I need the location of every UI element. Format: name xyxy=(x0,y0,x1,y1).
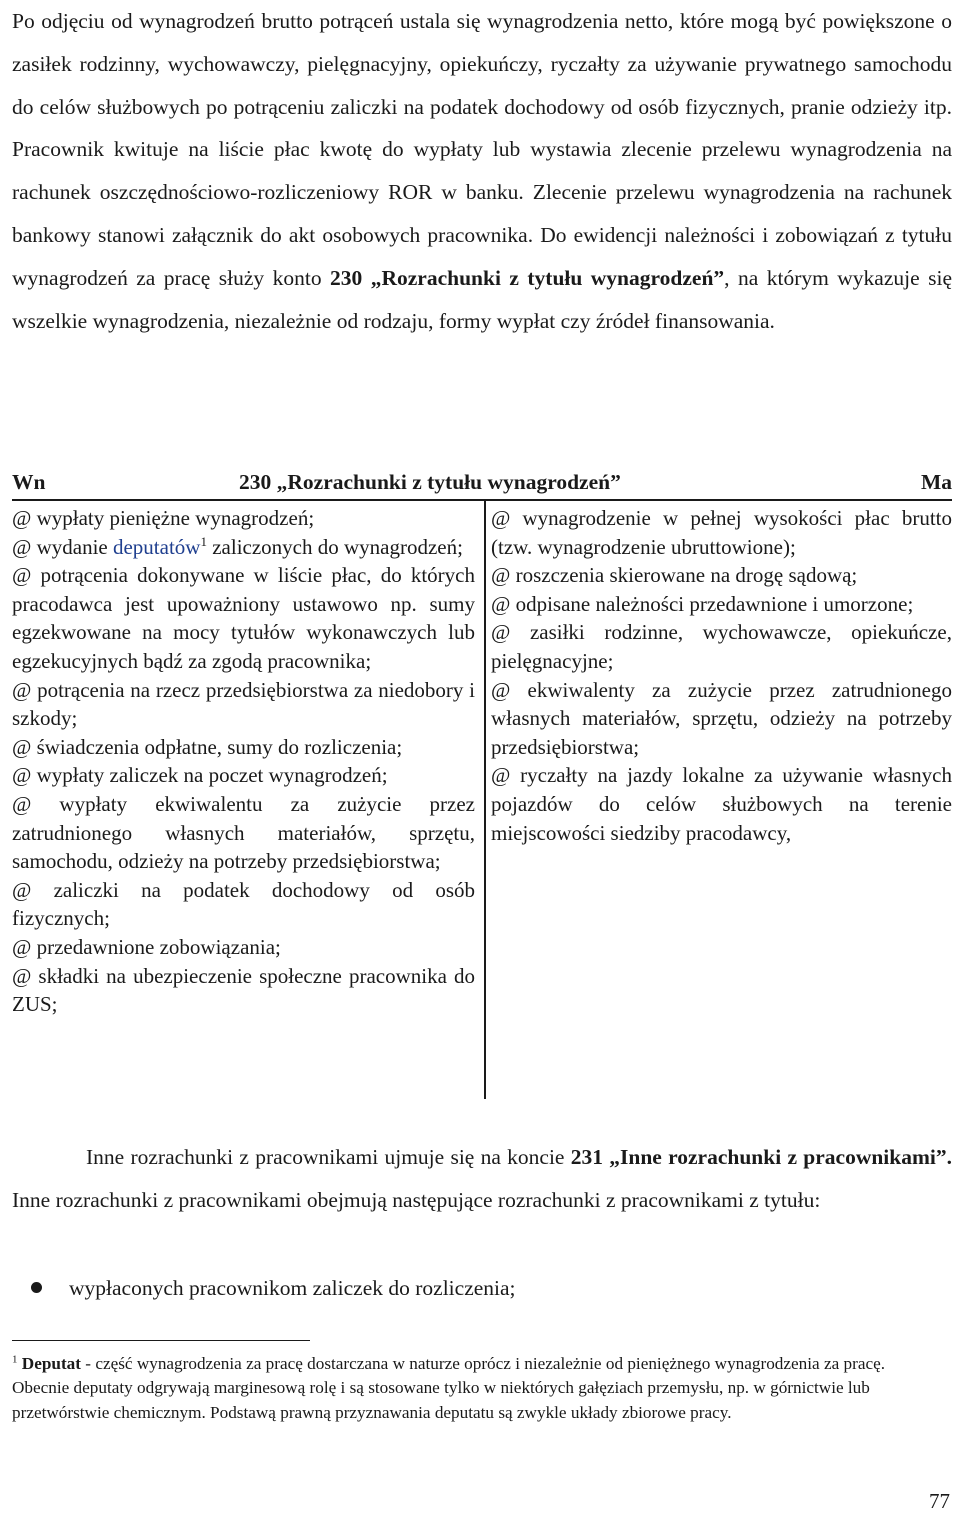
debit-entry-deputat: @ wydanie deputatów$^1$ zaliczonych do wynagrodzeń; xyxy=(12,533,463,559)
credit-entry: @ wynagrodzenie w pełnej wysokości płac brutto (tzw. wynagrodzenie ubruttowione); xyxy=(491,506,952,559)
account-230-name: 230 „Rozrachunki z tytułu wynagrodzeń” xyxy=(330,265,725,290)
debit-entry: @ wypłaty ekwiwalentu za zużycie przez zatrudnionego własnych materiałów, sprzętu, samochodu, odzieży na potrzeby przedsiębiorstwa; xyxy=(12,791,475,874)
debit-entry: @ zaliczki na podatek dochodowy od osób fizycznych; xyxy=(12,877,475,931)
debit-entry: @ wypłaty zaliczek na poczet wynagrodzeń; xyxy=(12,763,388,788)
account-231-name: 231 „Inne rozrachunki z pracownikami”. xyxy=(570,1145,952,1169)
t-account-divider xyxy=(484,501,486,1099)
footnote-ref: 1 xyxy=(200,533,207,549)
page-number: 77 xyxy=(929,1489,950,1513)
footnote xyxy=(12,1352,912,1425)
credit-entry: @ roszczenia skierowane na drogę sądową; xyxy=(491,563,858,588)
intro-paragraph xyxy=(12,0,952,342)
debit-entry: @ potrącenia na rzecz przedsiębiorstwa za niedobory i szkody; xyxy=(12,677,475,731)
debit-entry: @ składki na ubezpieczenie społeczne pracownika do ZUS; xyxy=(12,963,475,1017)
footnote-term: Deputat xyxy=(21,1354,81,1373)
credit-entry: @ ryczałty na jazdy lokalne za używanie własnych pojazdów do celów służbowych na terenie miejscowości siedziby pracodawcy, xyxy=(491,763,952,845)
footnote-separator xyxy=(12,1340,310,1341)
debit-entry: @ potrącenia dokonywane w liście płac, do których pracodawca jest upoważniony ustawowo np. sumy egzekwowane na mocy tytułów wykonawczych lub egzekucyjnych bądź za zgodą pracownika; xyxy=(12,563,475,673)
credit-column xyxy=(491,504,952,847)
intro-text: Po odjęciu od wynagrodzeń brutto potrąceń ustala się wynagrodzenia netto, które mogą być powiększone o zasiłek rodzinny, wychowawczy, pielęgnacyjny, opiekuńczy, ryczałty za używanie prywatnego samochodu do celów służbowych po potrąceniu zaliczki na podatek dochodowy od osób fizycznych, pranie odzieży itp. Pracownik kwituje na liście płac kwotę do wypłaty lub wystawia zlecenie przelewu wynagrodzenia na rachunek oszczędnościowo-rozliczeniowy ROR w banku. Zlecenie przelewu wynagrodzenia na rachunek bankowy stanowi załącznik do akt osobowych pracownika. Do ewidencji należności i zobowiązań z tytułu wynagrodzeń za pracę służy konto xyxy=(12,9,952,290)
intro-text-tail: , na którym wykazuje się wszelkie wynagrodzenia, niezależnie od rodzaju, formy wypłat czy źródeł finansowania. xyxy=(12,265,952,333)
credit-entry: @ zasiłki rodzinne, wychowawcze, opiekuńcze, pielęgnacyjne; xyxy=(491,620,952,673)
t-account-230 xyxy=(12,466,952,1099)
debit-entry: @ wypłaty pieniężne wynagrodzeń; xyxy=(12,506,315,530)
debit-entry: @ przedawnione zobowiązania; xyxy=(12,934,281,959)
footnote-text: - część wynagrodzenia za pracę dostarczana w naturze oprócz i niezależnie od pieniężnego wynagrodzenia za pracę. Obecnie deputaty odgrywają marginesową rolę i są stosowane tylko w niektórych gałęziach przemysłu, np. w górnictwie lub przetwórstwie chemicznym. Podstawą prawną przyznawania deputatu są zwykle układy zbiorowe pracy. xyxy=(12,1354,886,1422)
credit-label: Ma xyxy=(920,470,952,494)
footnote-mark: 1 xyxy=(12,1353,18,1366)
t-account-title: 230 „Rozrachunki z tytułu wynagrodzeń” xyxy=(239,470,621,494)
list-item: wypłaconych pracownikom zaliczek do rozliczenia; xyxy=(12,1267,952,1309)
settlements-list xyxy=(12,1267,952,1309)
credit-entry: @ odpisane należności przedawnione i umorzone; xyxy=(491,591,914,616)
credit-entry: @ ekwiwalenty za zużycie przez zatrudnionego własnych materiałów, sprzętu, odzieży na potrzeby przedsiębiorstwa; xyxy=(491,677,952,759)
debit-label: Wn xyxy=(12,470,46,494)
deputat-link[interactable]: deputatów xyxy=(112,534,201,559)
other-settlements-paragraph: Inne rozrachunki z pracownikami ujmuje się na koncie 231 „Inne rozrachunki z pracownikami”. Inne rozrachunki z pracownikami obejmują następujące rozrachunki z pracownikami z tytułu: xyxy=(12,1145,952,1212)
debit-entry: @ świadczenia odpłatne, sumy do rozliczenia; xyxy=(12,734,403,759)
t-account-header xyxy=(12,466,952,501)
bullet-icon xyxy=(31,1282,42,1293)
debit-column xyxy=(12,504,475,1019)
t-account-body xyxy=(12,501,952,1099)
